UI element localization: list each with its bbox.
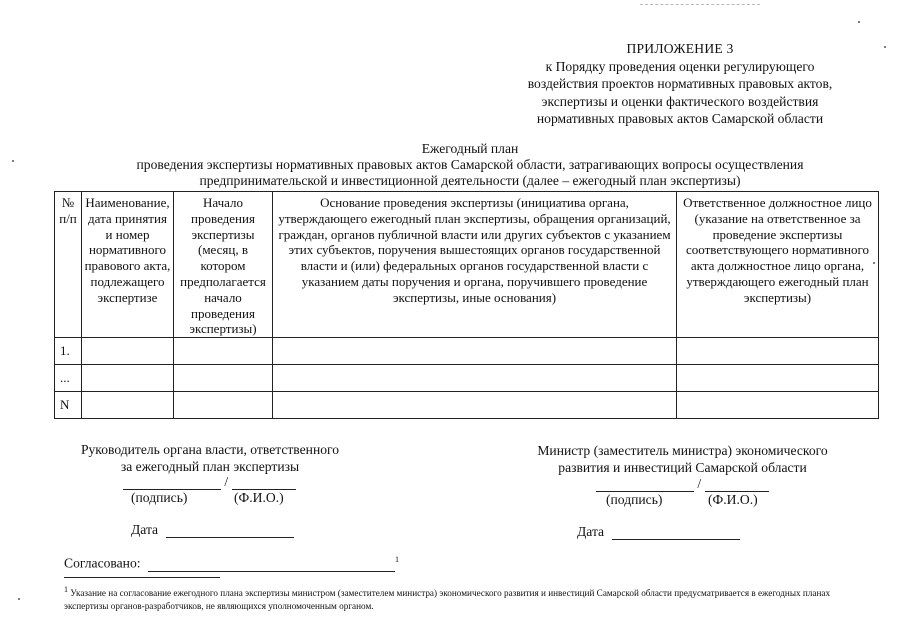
right-name-field: [705, 477, 769, 492]
col-start-header: Начало проведения экспертизы (месяц, в котором предполагается начало проведения экспертизы): [174, 192, 273, 338]
left-name-label: (Ф.И.О.): [234, 490, 284, 505]
row-number: N: [55, 392, 82, 419]
row-number: ...: [55, 365, 82, 392]
right-sign-label: (подпись): [606, 492, 663, 507]
scan-speck: [18, 598, 20, 600]
footnote-rule: [64, 577, 220, 578]
left-name-field: [232, 475, 296, 490]
annex-line: к Порядку проведения оценки регулирующего: [545, 58, 815, 74]
plan-subtitle-line2: предпринимательской и инвестиционной деятельности (далее – ежегодный план экспертизы): [199, 173, 741, 188]
right-slash: /: [697, 476, 702, 491]
right-date-field: [612, 525, 740, 540]
table-row: [55, 365, 879, 392]
plan-title: Ежегодный план: [421, 141, 519, 156]
agreed-label: Согласовано:: [64, 555, 141, 571]
plan-subtitle-line1: проведения экспертизы нормативных правовых актов Самарской области, затрагивающих вопросы осуществления: [136, 157, 804, 172]
scan-speck: [858, 21, 860, 23]
scan-speck: [12, 160, 14, 162]
table-cell: [273, 338, 677, 365]
left-date-row: [131, 522, 294, 538]
footnote: [64, 583, 864, 613]
footnote-text: Указание на согласование ежегодного плана экспертизы министром (заместителем министра) экономического развития и инвестиций Самарской области предусматривается в ежегодных планах экспертизы органов-разработчиков, не являющихся уполномоченным органом.: [64, 588, 831, 612]
left-sign-label: (подпись): [131, 490, 188, 505]
agreed-field: [148, 557, 395, 572]
table-cell: [174, 392, 273, 419]
col-act-name-header: Наименование, дата принятия и номер нормативного правового акта, подлежащего экспертизе: [82, 192, 174, 338]
table-cell: [677, 392, 879, 419]
right-signatory-title: [505, 442, 860, 476]
left-title-line1: Руководитель органа власти, ответственного: [80, 442, 340, 457]
scan-speck: [873, 262, 875, 264]
right-date-row: [577, 524, 740, 540]
table-row: [55, 392, 879, 419]
annex-line: нормативных правовых актов Самарской области: [536, 111, 824, 126]
col-basis-header: Основание проведения экспертизы (инициатива органа, утверждающего ежегодный план экспертизы, обращения организаций, граждан, органов публичной власти или других субъектов с указанием этих субъектов, поручения вышестоящих органов государственной власти и (или) федеральных органов государственной власти с указанием даты поручения и органа, поручившего проведение экспертизы, иные основания): [273, 192, 677, 338]
table-cell: [82, 338, 174, 365]
left-date-label: Дата: [131, 522, 159, 537]
left-title-line2: за ежегодный план экспертизы: [120, 459, 300, 474]
table-cell: [82, 365, 174, 392]
scan-top-line: [640, 4, 760, 5]
table-row: [55, 338, 879, 365]
col-number-header: № п/п: [55, 192, 82, 338]
left-date-field: [166, 523, 294, 538]
left-signature-field: [123, 475, 221, 490]
scan-speck: [884, 46, 886, 48]
row-number: 1.: [55, 338, 82, 365]
table-cell: [82, 392, 174, 419]
right-signature-field: [596, 477, 694, 492]
right-sign-line: [596, 476, 769, 492]
table-cell: [677, 365, 879, 392]
annex-heading: ПРИЛОЖЕНИЕ 3: [626, 41, 734, 56]
right-title-line2: развития и инвестиций Самарской области: [558, 460, 807, 475]
annex-line: экспертизы и оценки фактического воздействия: [541, 93, 819, 109]
plan-table: [54, 191, 879, 419]
left-signatory-title: [60, 441, 360, 475]
table-cell: [174, 365, 273, 392]
left-slash: /: [224, 474, 229, 489]
table-cell: [273, 365, 677, 392]
table-header-row: [55, 192, 879, 338]
left-sign-line: [123, 474, 296, 490]
agreed-footnote-mark: 1: [394, 555, 399, 564]
table-cell: [273, 392, 677, 419]
right-title-line1: Министр (заместитель министра) экономического: [537, 443, 828, 458]
col-responsible-header: Ответственное должностное лицо (указание на ответственное за проведение экспертизы соответствующего нормативного акта должностное лицо органа, утверждающего ежегодный план экспертизы): [677, 192, 879, 338]
annex-line: воздействия проектов нормативных правовых актов,: [527, 76, 833, 91]
plan-title-block: [40, 141, 900, 189]
table-cell: [174, 338, 273, 365]
footnote-mark: 1: [64, 585, 68, 594]
right-name-label: (Ф.И.О.): [708, 492, 758, 507]
agreed-row: [64, 555, 399, 572]
right-date-label: Дата: [577, 524, 605, 539]
table-cell: [677, 338, 879, 365]
annex-block: [490, 40, 870, 128]
